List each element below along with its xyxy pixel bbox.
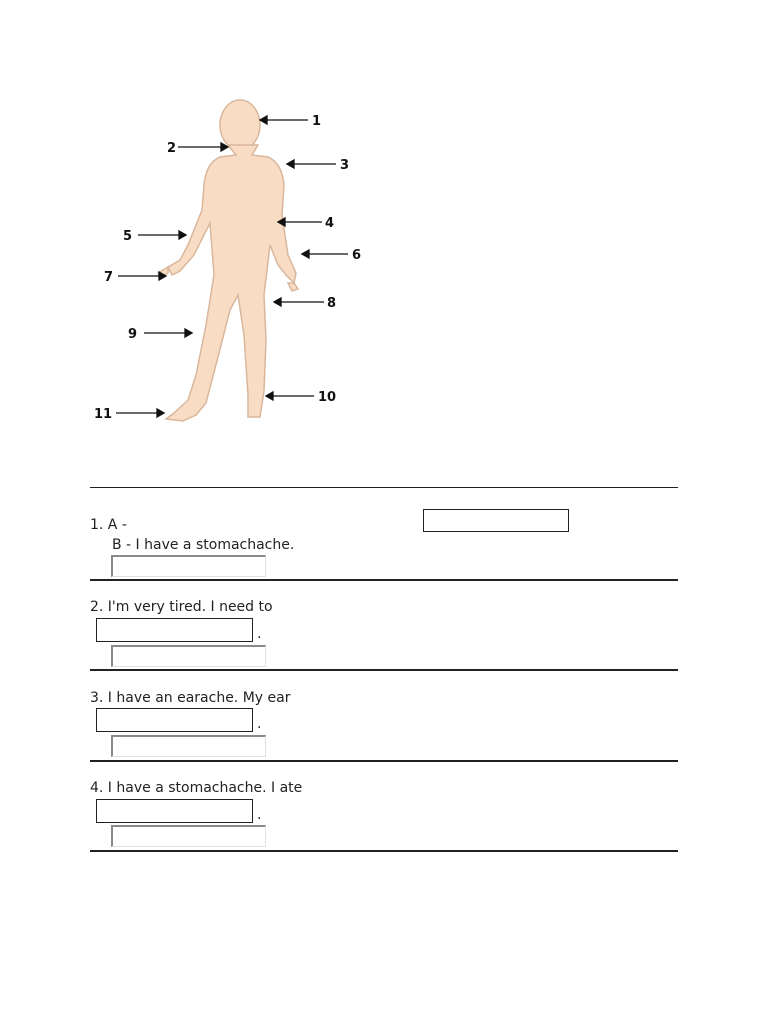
question-4-answer-input[interactable] [111,825,266,847]
divider-3 [90,760,678,762]
diagram-label-9: 9 [128,327,138,342]
question-4-period: . [257,807,262,823]
divider-2 [90,669,678,671]
question-3-period: . [257,716,262,732]
diagram-label-3: 3 [340,158,350,173]
question-2-line1: 2. I'm very tired. I need to [90,599,273,615]
question-2-answer-input[interactable] [111,645,266,667]
question-4-line1: 4. I have a stomachache. I ate [90,780,303,796]
question-3-line1: 3. I have an earache. My ear [90,690,291,706]
diagram-label-1: 1 [312,114,322,129]
divider-bottom [90,850,678,852]
divider-top [90,487,678,488]
diagram-label-5: 5 [123,229,133,244]
question-1-line1: 1. A - [90,517,127,533]
body-figure [88,95,378,425]
question-1-blank[interactable] [423,509,569,532]
diagram-label-7: 7 [104,270,114,285]
diagram-label-6: 6 [352,248,362,263]
question-1-answer-input[interactable] [111,555,266,577]
diagram-label-8: 8 [327,296,337,311]
divider-1 [90,579,678,581]
body-parts-diagram [88,95,378,425]
question-2-blank[interactable] [96,618,253,642]
question-4-blank[interactable] [96,799,253,823]
human-silhouette [158,100,298,421]
question-3-answer-input[interactable] [111,735,266,757]
diagram-label-2: 2 [167,141,177,156]
diagram-label-11: 11 [94,407,113,422]
question-2-period: . [257,626,262,642]
diagram-label-10: 10 [318,390,337,405]
question-1-line2: B - I have a stomachache. [112,537,295,553]
question-3-blank[interactable] [96,708,253,732]
diagram-label-4: 4 [325,216,335,231]
